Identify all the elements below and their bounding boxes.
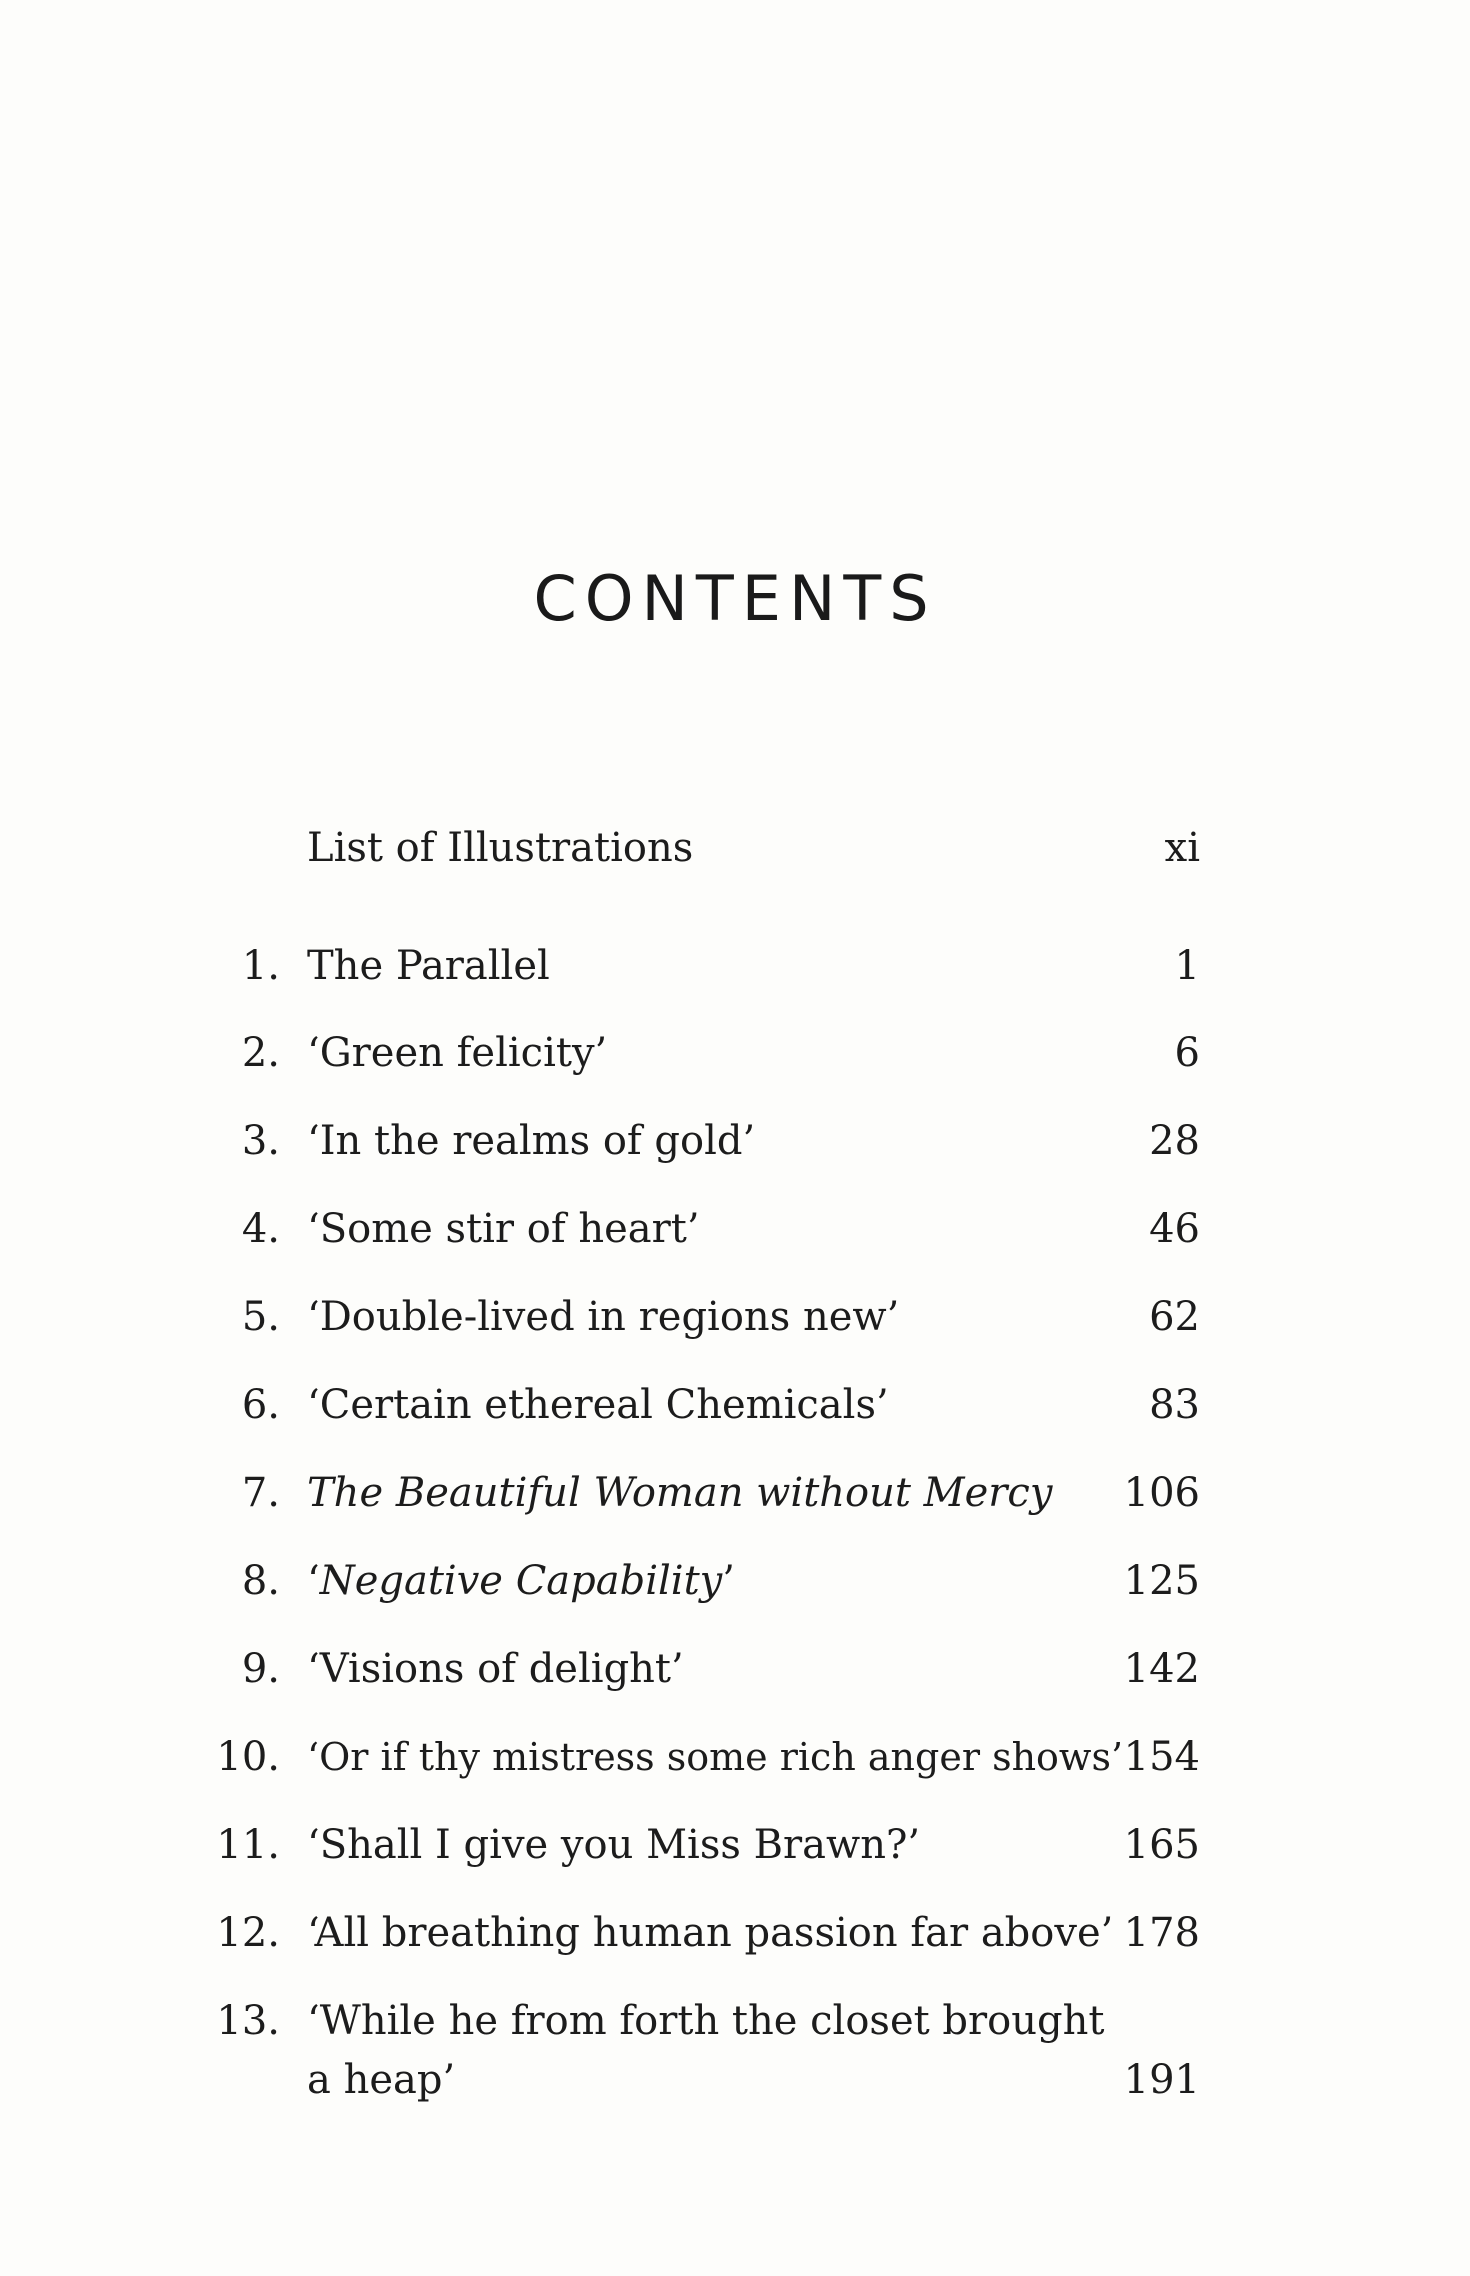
toc-entry-page: 106 (1123, 1470, 1200, 1516)
toc-entry-number: 11. (216, 1822, 280, 1868)
toc-entry-number: 9. (241, 1646, 280, 1692)
toc-entry-4[interactable] (0, 1199, 1470, 1259)
toc-entry-title-line2: a heap’ (307, 2057, 456, 2103)
toc-entry-title: The Beautiful Woman without Mercy (307, 1470, 1053, 1516)
toc-entry-7[interactable] (0, 1463, 1470, 1523)
toc-entry-page: xi (1164, 825, 1200, 871)
toc-entry-number: 5. (241, 1294, 280, 1340)
toc-entry-number: 12. (216, 1910, 280, 1956)
toc-entry-number: 8. (241, 1558, 280, 1604)
toc-entry-title: ‘Green felicity’ (307, 1030, 608, 1076)
toc-entry-3[interactable] (0, 1111, 1470, 1171)
toc-entry-page: 165 (1123, 1822, 1200, 1868)
toc-entry-1[interactable] (0, 936, 1470, 996)
toc-entry-title: ‘All breathing human passion far above’ (307, 1910, 1114, 1956)
toc-entry-title: ‘Or if thy mistress some rich anger shows’ (307, 1735, 1124, 1779)
toc-entry-page: 28 (1149, 1118, 1200, 1164)
toc-entry-title: ‘Double-lived in regions new’ (307, 1294, 900, 1340)
toc-entry-number: 3. (241, 1118, 280, 1164)
toc-entry-title: ‘Certain ethereal Chemicals’ (307, 1382, 889, 1428)
toc-entry-title (307, 1551, 735, 1611)
toc-entry-page: 154 (1123, 1734, 1200, 1780)
toc-entry-number: 1. (241, 943, 280, 989)
toc-entry-9[interactable] (0, 1639, 1470, 1699)
toc-entry-11[interactable] (0, 1815, 1470, 1875)
toc-entry-title: ‘Some stir of heart’ (307, 1206, 700, 1252)
toc-entry-page: 1 (1174, 943, 1200, 989)
toc-entry-number: 4. (241, 1206, 280, 1252)
toc-entry-title-close-quote: ’ (722, 1558, 735, 1604)
toc-entry-page: 83 (1149, 1382, 1200, 1428)
toc-entry-page: 125 (1123, 1558, 1200, 1604)
page-title: CONTENTS (533, 562, 937, 635)
toc-entry-10[interactable] (0, 1727, 1470, 1787)
toc-entry-8[interactable] (0, 1551, 1470, 1611)
toc-entry-page: 178 (1123, 1910, 1200, 1956)
toc-entry-12[interactable] (0, 1903, 1470, 1963)
toc-entry-title: The Parallel (307, 943, 550, 989)
toc-entry-number: 7. (241, 1470, 280, 1516)
toc-entry-title: List of Illustrations (307, 825, 694, 871)
toc-entry-number: 2. (241, 1030, 280, 1076)
toc-entry-number: 10. (216, 1734, 280, 1780)
toc-entry-title: ‘In the realms of gold’ (307, 1118, 756, 1164)
toc-entry-2[interactable] (0, 1023, 1470, 1083)
toc-entry-number: 13. (216, 1998, 280, 2044)
toc-entry-title-open-quote: ‘ (307, 1558, 320, 1604)
toc-entry-page: 46 (1149, 1206, 1200, 1252)
toc-entry-title-italic: Negative Capability (319, 1558, 723, 1604)
toc-entry-page: 62 (1149, 1294, 1200, 1340)
toc-entry-13[interactable] (0, 1991, 1470, 2111)
toc-entry-5[interactable] (0, 1287, 1470, 1347)
toc-entry-page: 6 (1174, 1030, 1200, 1076)
toc-entry-page: 142 (1123, 1646, 1200, 1692)
toc-entry-list-of-illustrations[interactable] (0, 818, 1470, 878)
toc-entry-page: 191 (1123, 2057, 1200, 2103)
toc-entry-title: ‘Shall I give you Miss Brawn?’ (307, 1822, 921, 1868)
toc-entry-number: 6. (241, 1382, 280, 1428)
toc-entry-title-line1: ‘While he from forth the closet brought (307, 1998, 1105, 2044)
toc-entry-6[interactable] (0, 1375, 1470, 1435)
toc-entry-title: ‘Visions of delight’ (307, 1646, 684, 1692)
